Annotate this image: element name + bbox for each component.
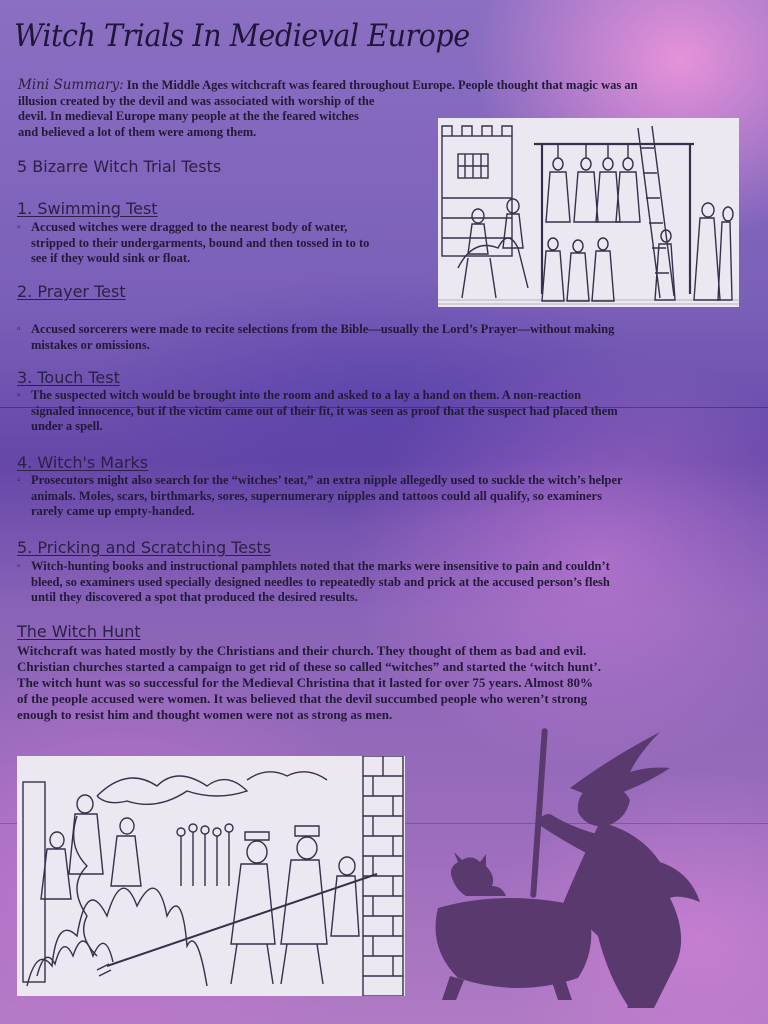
test-2-line-2: mistakes or omissions. xyxy=(31,337,150,352)
page-title: Witch Trials In Medieval Europe xyxy=(14,18,470,54)
burning-engraving-drawing xyxy=(17,756,405,996)
witch-hunt-line-4: of the people accused were women. It was believed that the devil succumbed people who weren’t strong xyxy=(17,691,588,706)
witch-cauldron-silhouette xyxy=(430,728,730,1008)
summary-label: Mini Summary: xyxy=(18,77,124,93)
witch-hunt-body xyxy=(17,643,757,723)
test-4-line-1: ▫ Prosecutors might also search for the “witches’ teat,” an extra nipple allegedly used to suckle the witch’s helper xyxy=(31,473,623,487)
test-1-body xyxy=(17,220,437,267)
test-3-line-1: ▫ The suspected witch would be brought into the room and asked to a lay a hand on them. A non-reaction xyxy=(31,388,582,402)
test-3-line-3: under a spell. xyxy=(31,419,103,433)
test-3-line-2: signaled innocence, but if the victim came out of their fit, it was seen as proof that the suspect had placed them xyxy=(31,403,618,418)
test-5-body xyxy=(17,559,757,606)
witch-hunt-line-5: enough to resist him and thought women were not as strong as men. xyxy=(17,707,393,722)
test-2-body xyxy=(17,322,757,353)
summary-text-4: and believed a lot of them were among them. xyxy=(18,124,257,139)
gallows-engraving-drawing xyxy=(438,118,739,307)
test-4-line-2: animals. Moles, scars, birthmarks, sores, supernumerary nipples and tattoos could all qualify, so examiners xyxy=(31,488,602,503)
test-3-body xyxy=(17,388,757,435)
summary-text-3: devil. In medieval Europe many people at the the feared witches xyxy=(18,109,359,123)
witch-hunt-line-2: Christian churches started a campaign to get rid of these so called “witches” and started the ‘witch hunt’. xyxy=(17,659,602,674)
test-2-line-1: ▫ Accused sorcerers were made to recite selections from the Bible—usually the Lord’s Prayer—without making xyxy=(31,322,615,336)
witch-hunt-heading: The Witch Hunt xyxy=(17,622,141,641)
test-5-line-1: ▫ Witch-hunting books and instructional pamphlets noted that the marks were insensitive to pain and couldn’t xyxy=(31,559,610,573)
test-1-line-2: stripped to their undergarments, bound and then tossed in to to xyxy=(31,235,370,250)
test-1-line-1: ▫ Accused witches were dragged to the nearest body of water, xyxy=(31,220,348,234)
test-5-line-2: bleed, so examiners used specially designed needles to repeatedly stab and prick at the accused person’s flesh xyxy=(31,574,610,589)
witch-hunt-line-3: The witch hunt was so successful for the Medieval Christina that it lasted for over 75 years. Almost 80% xyxy=(17,675,593,690)
summary-text-1: In the Middle Ages witchcraft was feared throughout Europe. People thought that magic was an xyxy=(126,78,638,92)
test-2-heading: 2. Prayer Test xyxy=(17,282,126,301)
test-4-body xyxy=(17,473,757,520)
tests-heading: 5 Bizarre Witch Trial Tests xyxy=(17,157,222,176)
test-4-heading: 4. Witch's Marks xyxy=(17,453,149,472)
test-3-heading: 3. Touch Test xyxy=(17,368,120,387)
witch-hunt-line-1: Witchcraft was hated mostly by the Christians and their church. They thought of them as bad and evil. xyxy=(17,643,587,658)
test-5-line-3: until they discovered a spot that produced the desired results. xyxy=(31,590,358,604)
gallows-engraving-image xyxy=(438,118,739,307)
summary-text-2: illusion created by the devil and was associated with worship of the xyxy=(18,93,375,108)
burning-engraving-image xyxy=(17,756,405,996)
test-1-heading: 1. Swimming Test xyxy=(17,199,158,218)
test-1-line-3: see if they would sink or float. xyxy=(31,251,191,265)
test-5-heading: 5. Pricking and Scratching Tests xyxy=(17,538,272,557)
test-4-line-3: rarely came up empty-handed. xyxy=(31,504,195,518)
